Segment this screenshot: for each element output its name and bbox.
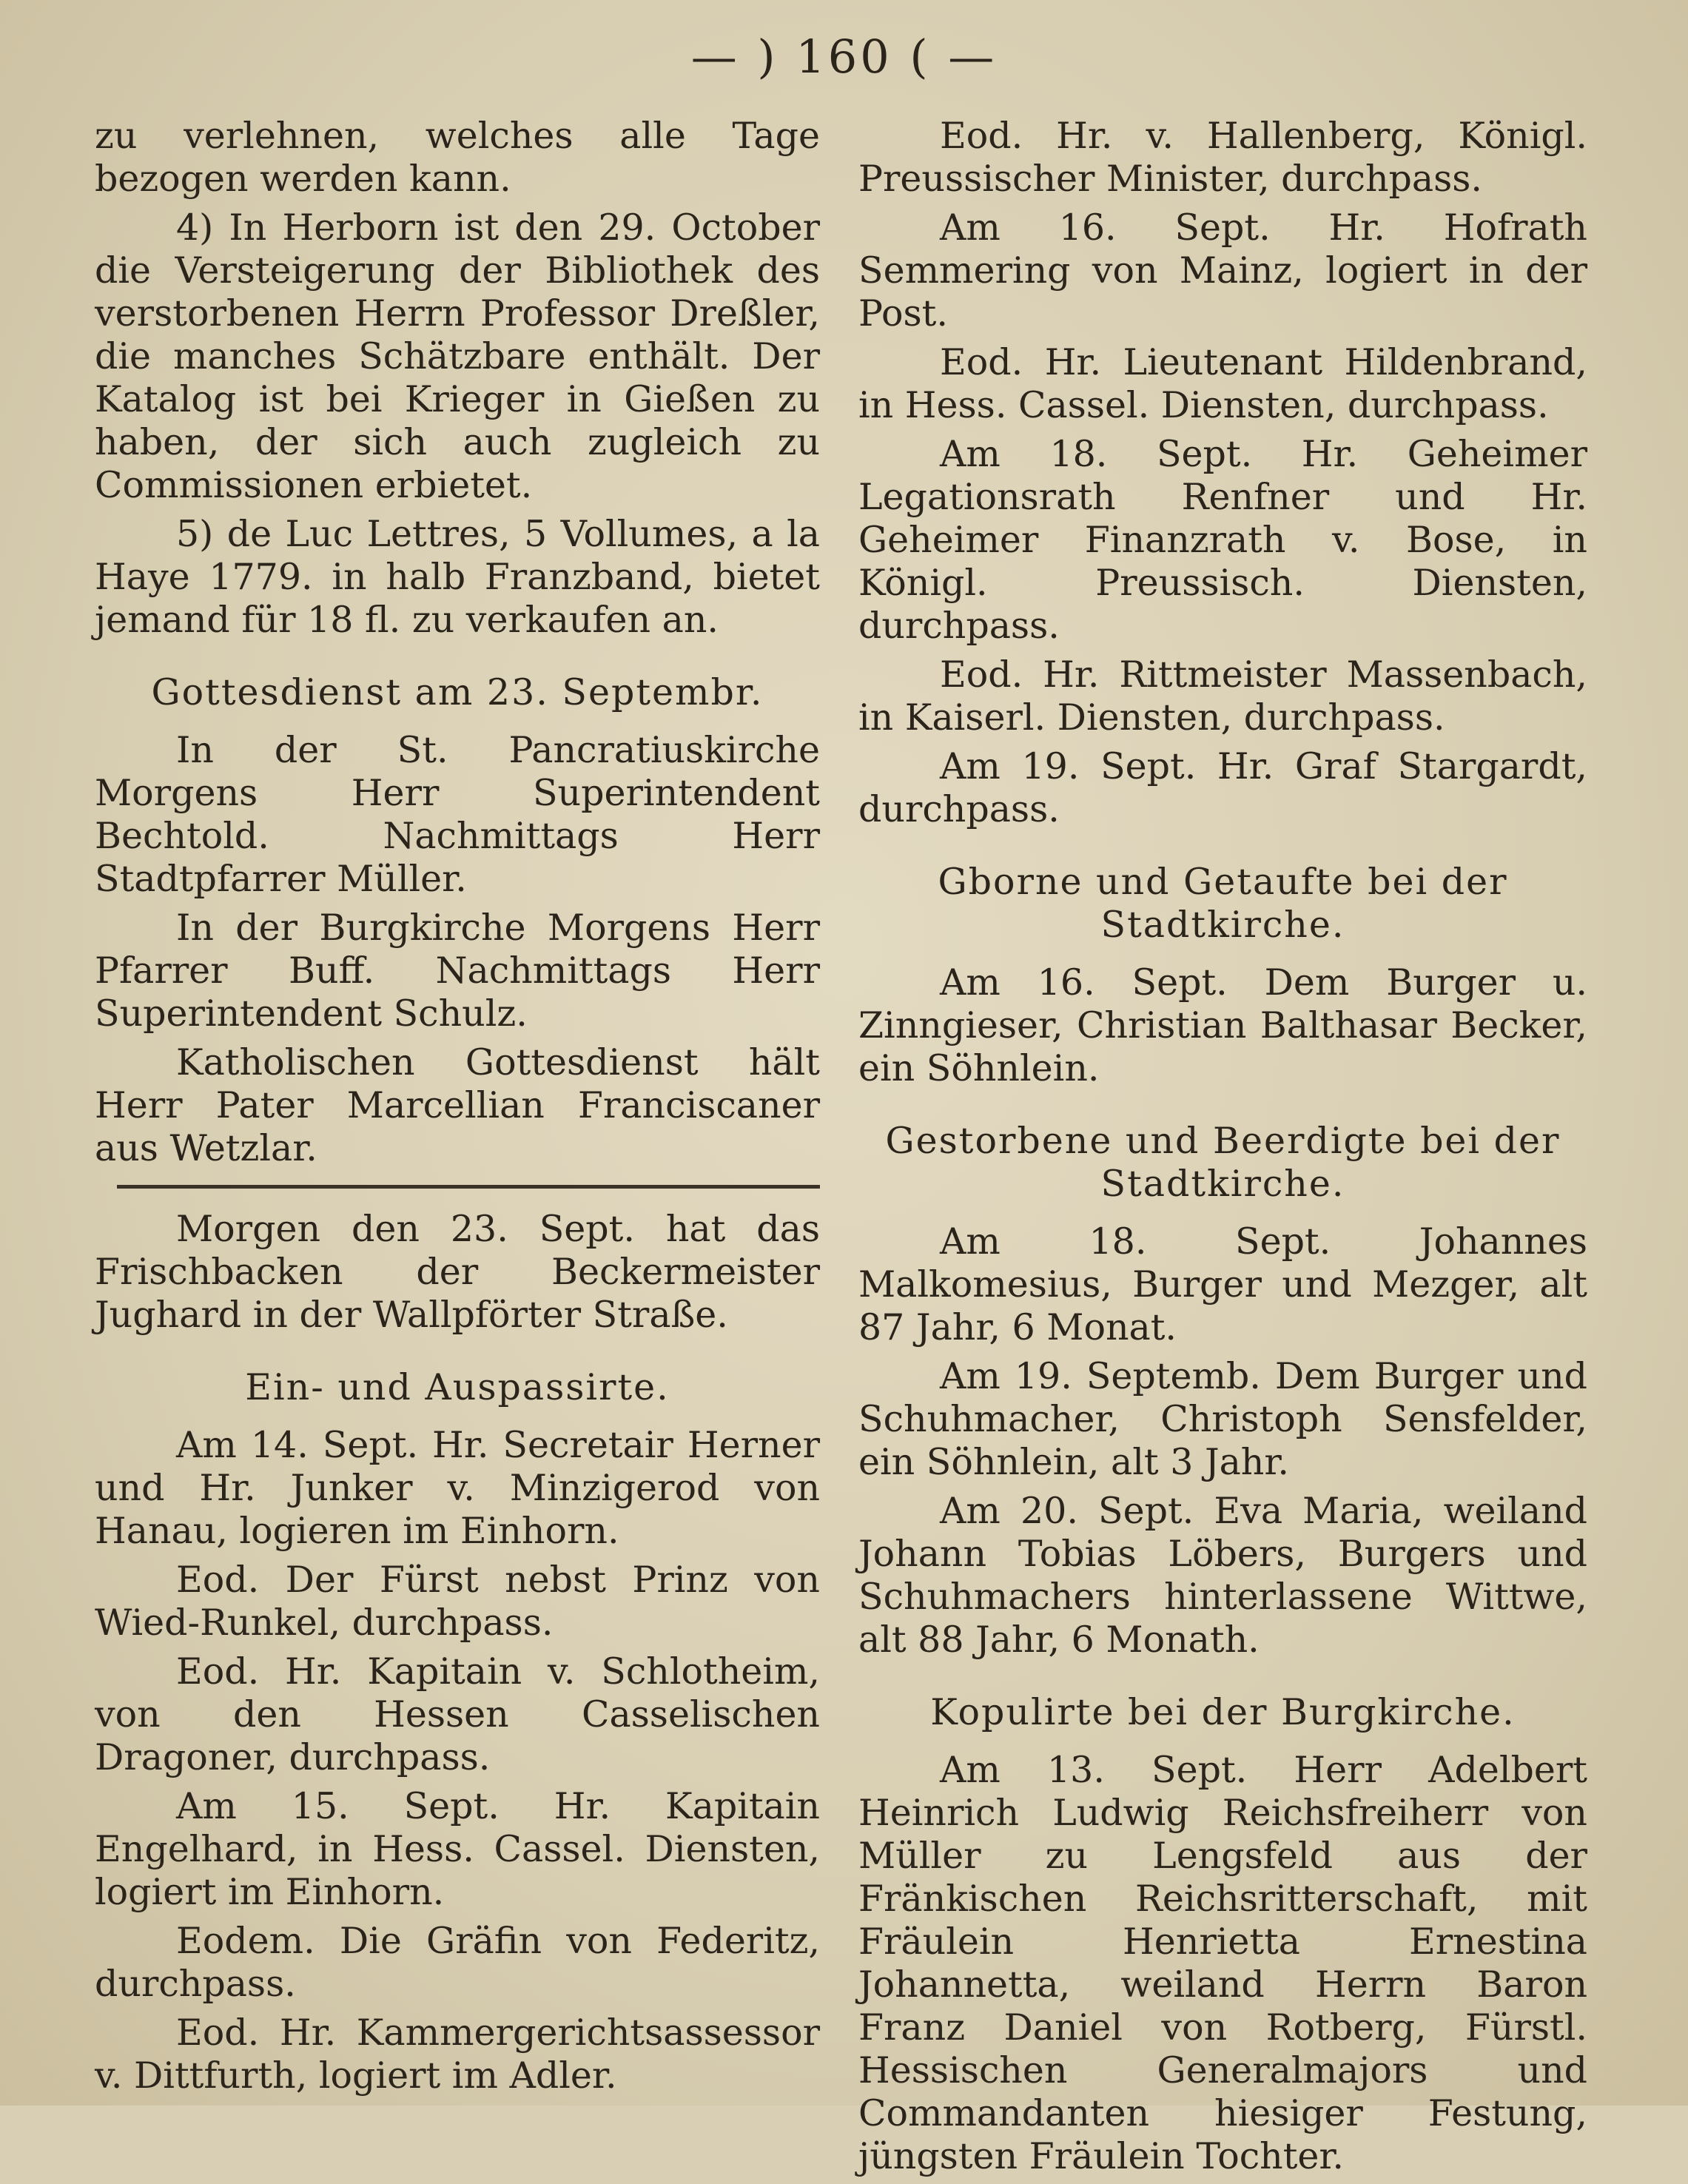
travel-entry: Am 18. Sept. Hr. Geheimer Legationsrath Renfner und Hr. Geheimer Finanzrath v. Bose, in Königl. Preussisch. Diensten, durchpass. [858,433,1587,647]
section-divider [117,1185,820,1189]
births-heading: Gborne und Getaufte bei der Stadtkirche. [938,861,1508,946]
travel-entry: Am 14. Sept. Hr. Secretair Herner und Hr. Junker v. Minzigerod von Hanau, logieren im Einhorn. [95,1424,820,1552]
service-entry-3: Katholischen Gottesdienst hält Herr Pater Marcellian Franciscaner aus Wetzlar. [95,1041,820,1169]
travel-entry: Am 15. Sept. Hr. Kapitain Engelhard, in Hess. Cassel. Diensten, logiert im Einhorn. [95,1785,820,1913]
page-number: — ) 160 ( — [690,30,998,84]
travel-entry: Eod. Hr. Kapitain v. Schlotheim, von den Hessen Casselischen Dragoner, durchpass. [95,1650,820,1778]
service-entry-2: In der Burgkirche Morgens Herr Pfarrer Buff. Nachmittags Herr Superintendent Schulz. [95,907,820,1035]
travel-heading: Ein- und Auspassirte. [245,1366,670,1408]
travel-entry: Eod. Hr. v. Hallenberg, Königl. Preussischer Minister, durchpass. [858,115,1587,200]
travel-entry: Eod. Hr. Rittmeister Massenbach, in Kaiserl. Diensten, durchpass. [858,653,1587,739]
travel-entry: Am 16. Sept. Hr. Hofrath Semmering von Mainz, logiert in der Post. [858,206,1587,335]
travel-entry: Eod. Hr. Kammergerichtsassessor v. Dittfurth, logiert im Adler. [95,2012,820,2097]
left-column [95,115,820,2103]
death-entry: Am 19. Septemb. Dem Burger und Schuhmacher, Christoph Sensfelder, ein Söhnlein, alt 3 Jahr. [858,1355,1587,1483]
service-heading: Gottesdienst am 23. Septembr. [151,671,764,713]
baker-notice: Morgen den 23. Sept. hat das Frischbacken der Beckermeister Jughard in der Wallpförter Straße. [95,1208,820,1336]
travel-entry: Eod. Der Fürst nebst Prinz von Wied-Runkel, durchpass. [95,1559,820,1644]
marriage-heading: Kopulirte bei der Burgkirche. [930,1691,1516,1733]
paragraph-continuation: zu verlehnen, welches alle Tage bezogen werden kann. [95,115,820,200]
right-column [858,115,1587,2184]
birth-entry: Am 16. Sept. Dem Burger u. Zinngieser, Christian Balthasar Becker, ein Söhnlein. [858,961,1587,1089]
travel-entry: Am 19. Sept. Hr. Graf Stargardt, durchpass. [858,745,1587,830]
death-entry: Am 20. Sept. Eva Maria, weiland Johann Tobias Löbers, Burgers und Schuhmachers hinterlassene Wittwe, alt 88 Jahr, 6 Monath. [858,1490,1587,1661]
service-entry-1: In der St. Pancratiuskirche Morgens Herr Superintendent Bechtold. Nachmittags Herr Stadtpfarrer Müller. [95,729,820,900]
notice-item-5: 5) de Luc Lettres, 5 Vollumes, a la Haye 1779. in halb Franzband, bietet jemand für 18 fl. zu verkaufen an. [95,513,820,641]
marriage-entry: Am 13. Sept. Herr Adelbert Heinrich Ludwig Reichsfreiherr von Müller zu Lengsfeld aus der Fränkischen Reichsritterschaft, mit Fräulein Henrietta Ernestina Johannetta, weiland Herrn Baron Franz Daniel von Rotberg, Fürstl. Hessischen Generalmajors und Commandanten hiesiger Festung, jüngsten Fräulein Tochter. [858,1749,1587,2177]
deaths-heading: Gestorbene und Beerdigte bei der Stadtkirche. [885,1120,1561,1205]
travel-entry: Eod. Hr. Lieutenant Hildenbrand, in Hess. Cassel. Diensten, durchpass. [858,341,1587,426]
notice-item-4: 4) In Herborn ist den 29. October die Versteigerung der Bibliothek des verstorbenen Herrn Professor Dreßler, die manches Schätzbare enthält. Der Katalog ist bei Krieger in Gießen zu haben, der sich auch zugleich zu Commissionen erbietet. [95,206,820,506]
travel-entry: Eodem. Die Gräfin von Federitz, durchpass. [95,1920,820,2005]
death-entry: Am 18. Sept. Johannes Malkomesius, Burger und Mezger, alt 87 Jahr, 6 Monat. [858,1220,1587,1348]
